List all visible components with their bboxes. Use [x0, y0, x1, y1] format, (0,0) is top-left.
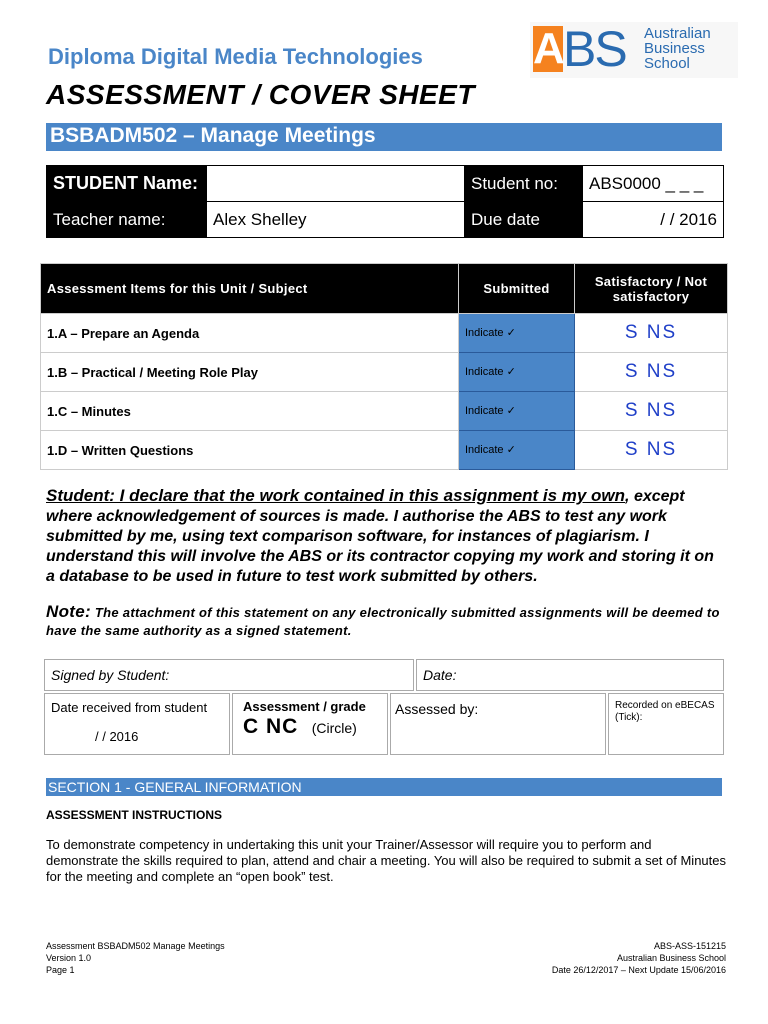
logo-letter-a: A: [533, 24, 565, 73]
teacher-name-label: Teacher name:: [47, 202, 207, 238]
indicate-cell[interactable]: Indicate ✓: [459, 353, 575, 392]
student-name-label: STUDENT Name:: [47, 166, 207, 202]
instructions-paragraph: To demonstrate competency in undertaking this unit your Trainer/Assessor will require you to perform and demonstrate the skills required to plan, attend and chair a meeting. You will also be required to submit a set of Minutes for the meeting and complete an “open book” test.: [46, 837, 726, 884]
declaration-body: , except where acknowledgement of sources is made. I authorise the ABS to test any work submitted by me, using text comparison software, for instances of plagiarism. I understand this will involve the ABS or its contractor copying my work and storing it on a database to be used in future to test work submitted by others.: [46, 488, 714, 585]
date-received-label: Date received from student: [51, 700, 208, 715]
indicate-cell[interactable]: Indicate ✓: [459, 314, 575, 353]
unit-title-bar: BSBADM502 – Manage Meetings: [46, 123, 722, 151]
program-title: Diploma Digital Media Technologies: [48, 44, 423, 69]
item-label: 1.D – Written Questions: [41, 431, 459, 470]
table-row: [41, 353, 728, 392]
logo-letters-bs: BS: [563, 21, 626, 77]
assessment-grade-field[interactable]: [232, 693, 388, 755]
note-text: The attachment of this statement on any electronically submitted assignments will be deemed to have the same authority as a signed statement.: [46, 605, 720, 638]
table-row: [41, 392, 728, 431]
student-no-label: Student no:: [465, 166, 583, 202]
signature-date-field[interactable]: Date:: [416, 659, 724, 691]
recorded-ebecas-field[interactable]: Recorded on eBECAS (Tick):: [608, 693, 724, 755]
due-date-label: Due date: [465, 202, 583, 238]
submitted-header: Submitted: [459, 264, 575, 314]
cover-sheet-title: ASSESSMENT / COVER SHEET: [46, 79, 475, 110]
teacher-name-field[interactable]: Alex Shelley: [207, 202, 465, 238]
student-details-table: [46, 165, 724, 238]
table-row: [41, 314, 728, 353]
date-received-field[interactable]: [44, 693, 230, 755]
signed-by-student-field[interactable]: Signed by Student:: [44, 659, 414, 691]
declaration-lead: Student: I declare that the work contained in this assignment is my own: [46, 486, 626, 505]
sns-choice[interactable]: S NS: [575, 314, 728, 353]
note-paragraph: [46, 603, 726, 640]
assessment-instructions-heading: ASSESSMENT INSTRUCTIONS: [46, 808, 223, 822]
logo-school-name: Australian Business School: [644, 25, 711, 72]
table-row: [41, 431, 728, 470]
circle-hint: (Circle): [311, 720, 357, 736]
footer-left: Assessment BSBADM502 Manage Meetings Version 1.0 Page 1: [46, 941, 225, 975]
footer-right: ABS-ASS-151215 Australian Business School Date 26/12/2017 – Next Update 15/06/2016: [551, 941, 726, 975]
satisfactory-header: Satisfactory / Not satisfactory: [575, 264, 728, 314]
student-name-field[interactable]: [207, 166, 465, 202]
note-heading: Note:: [46, 602, 91, 621]
grade-label: Assessment / grade: [243, 699, 366, 714]
section-1-heading: SECTION 1 - GENERAL INFORMATION: [46, 778, 722, 796]
sns-choice[interactable]: S NS: [575, 392, 728, 431]
indicate-cell[interactable]: Indicate ✓: [459, 392, 575, 431]
grade-options[interactable]: C NC: [243, 715, 299, 738]
sns-choice[interactable]: S NS: [575, 353, 728, 392]
student-declaration: [46, 486, 726, 587]
due-date-field[interactable]: / / 2016: [583, 202, 724, 238]
date-received-value: / / 2016: [95, 729, 139, 744]
item-label: 1.B – Practical / Meeting Role Play: [41, 353, 459, 392]
assessed-by-field[interactable]: Assessed by:: [390, 693, 606, 755]
assessment-items-table: [40, 263, 728, 470]
item-label: 1.A – Prepare an Agenda: [41, 314, 459, 353]
item-label: 1.C – Minutes: [41, 392, 459, 431]
items-header: Assessment Items for this Unit / Subject: [41, 264, 459, 314]
indicate-cell[interactable]: Indicate ✓: [459, 431, 575, 470]
student-no-field[interactable]: ABS0000 _ _ _: [583, 166, 724, 202]
abs-logo: [530, 22, 738, 78]
sns-choice[interactable]: S NS: [575, 431, 728, 470]
